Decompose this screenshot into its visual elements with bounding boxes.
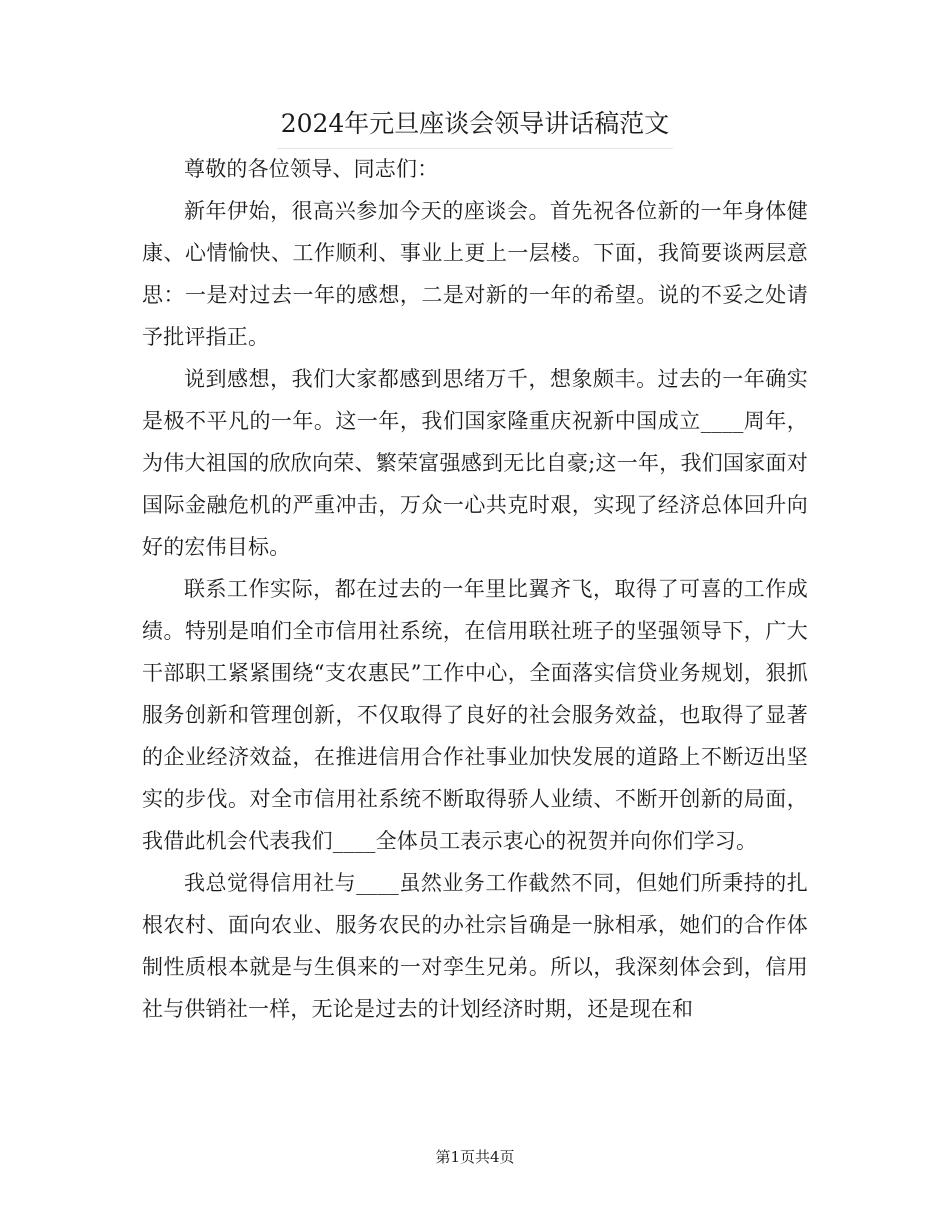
paragraph-achievements: 联系工作实际，都在过去的一年里比翼齐飞，取得了可喜的工作成绩。特别是咱们全市信用社系统，在信用联社班子的坚强领导下，广大干部职工紧紧围绕“支农惠民”工作中心，全面落实信贷业务规划，狠抓服务创新和管理创新，不仅取得了良好的社会服务效益，也取得了显著的企业经济效益，在推进信用合作社事业加快发展的道路上不断迈出坚实的步伐。对全市信用社系统不断取得骄人业绩、不断开创新的局面，我借此机会代表我们____全体员工表示衷心的祝贺并向你们学习。 <box>142 577 808 853</box>
document-title <box>0 100 950 149</box>
paragraph-reflection: 说到感想，我们大家都感到思绪万千，想象颇丰。过去的一年确实是极不平凡的一年。这一年，我们国家隆重庆祝新中国成立____周年，为伟大祖国的欣欣向荣、繁荣富强感到无比自豪;这一年，我们国家面对国际金融危机的严重冲击，万众一心共克时艰，实现了经济总体回升向好的宏伟目标。 <box>142 367 808 559</box>
document-body <box>142 148 808 1030</box>
document-title-text: 2024年元旦座谈会领导讲话稿范文 <box>277 100 674 149</box>
paragraph-relationship: 我总觉得信用社与____虽然业务工作截然不同，但她们所秉持的扎根农村、面向农业、服务农民的办社宗旨确是一脉相承，她们的合作体制性质根本就是与生俱来的一对孪生兄弟。所以，我深刻体会到，信用社与供销社一样，无论是过去的计划经济时期，还是现在和 <box>142 871 808 1021</box>
paragraph-opening: 新年伊始，很高兴参加今天的座谈会。首先祝各位新的一年身体健康、心情愉快、工作顺利、事业上更上一层楼。下面，我简要谈两层意思：一是对过去一年的感想，二是对新的一年的希望。说的不妥之处请予批评指正。 <box>142 199 808 349</box>
page-number-footer: 第1页共4页 <box>435 1148 515 1166</box>
paragraph-salutation: 尊敬的各位领导、同志们： <box>184 157 439 181</box>
